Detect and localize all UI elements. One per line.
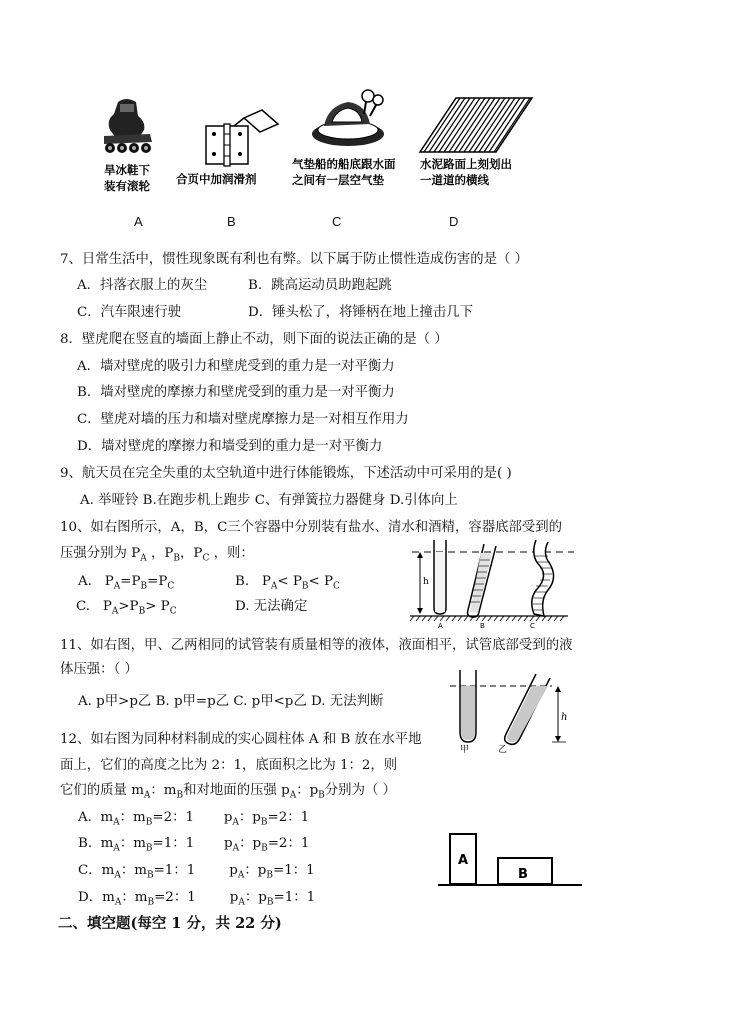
q12-c-m: 1：1 [164,863,196,878]
q12-b-sub3: A [232,843,240,854]
q10-c-s2: B [138,606,146,617]
q12-d-letter: D． [78,890,103,905]
q12-option-c: C．$m_A$：$m_B=1$：1 $p_A$：$p_B=1$：1 [78,863,315,881]
q12-d-p: 1：1 [284,890,316,905]
ground-hatch-line [554,616,558,621]
caption-a [104,162,150,194]
ground-hatch-line [512,616,516,621]
q7-option-c: C．汽车限速行驶 [77,305,181,320]
q9-stem: 9、航天员在完全失重的太空轨道中进行体能锻炼，下述活动中可采用的是( ) [60,466,512,481]
ground-hatch-line [548,616,552,621]
q10-stem-line2: 压强分别为 $P_A$ ，$P_B$，$P_C$ ，则： [60,546,254,564]
q9-options: A. 举哑铃 B.在跑步机上跑步 C、有弹簧拉力器健身 D.引体向上 [80,493,458,508]
q12-d-m: 2：1 [165,890,196,905]
figure-letter-d: D [449,214,459,229]
ground-hatch-line [506,616,510,621]
q12-d-sub4: B [266,897,274,908]
q12-a-sub4: B [260,817,268,828]
q10-stem2-text: 压强分别为 P [60,546,141,561]
caption-c [292,156,396,188]
caption-d-line1: 水泥路面上刻划出 [420,157,512,171]
section-2-heading: 二、填空题(每空 1 分，共 22 分) [58,915,282,932]
q12-d-sub1: A [114,897,122,908]
figure-letter-a: A [134,214,143,229]
caption-a-line2: 装有滚轮 [104,179,150,193]
q11-test-tubes-figure [448,668,578,754]
q7-option-b: B．跳高运动员助跑起跳 [248,278,392,293]
q10-b-p2: < P [277,574,302,589]
q10-c-p2: >P [118,599,139,614]
hinge-oil-figure [200,108,282,168]
q8-option-a: A．墙对壁虎的吸引力和壁虎受到的重力是一对平衡力 [77,359,395,374]
q12-option-b: B. $m_A$：$m_B=1$：1 $p_A$：$p_B=2$：1 [78,836,310,854]
ground-hatch-line [464,616,468,621]
q10-b-s3: C [333,581,340,592]
q12-b-m: 1：1 [163,836,195,851]
q12-stem3a: 它们的质量 m [60,783,144,798]
figure-letter-b: B [227,214,236,229]
q10-c-s1: A [111,606,119,617]
ground-hatch-line [560,616,564,621]
q12-c-sub1: A [114,870,121,881]
q10-fig-label-c: C [530,622,535,630]
caption-c-line2: 之间有一层空气垫 [292,173,384,187]
q12-stem-line3 [60,781,396,806]
q10-option-c [76,597,177,622]
q12-a-letter: A. [78,810,92,825]
q12-sub4: B [318,790,325,801]
ground-hatch-line [530,616,534,621]
q12-stem3b: ：m [150,783,177,798]
q10-c-letter: C. [76,599,91,614]
q12-c-sub4: B [266,870,273,881]
q11-fig-label-yi: 乙 [498,745,508,754]
q12-stem3d: ：p [296,783,319,798]
q11-stem-line1: 11、如右图，甲、乙两相同的试管装有质量相等的液体，液面相平，试管底部受到的液 [60,638,573,653]
ground-hatch-line [482,616,486,621]
q10-b-p3: < P [308,574,334,589]
ground-hatch-line [452,616,456,621]
caption-a-line1: 旱冰鞋下 [104,163,150,177]
q10-a-p1: P [104,574,114,589]
hovercraft-figure [308,86,388,152]
q10-a-letter: A. [78,574,92,589]
q10-sub-a: A [140,553,147,564]
q8-option-b: B．墙对壁虎的摩擦力和壁虎受到的重力是一对平衡力 [77,385,395,400]
ground-hatch-line [410,616,414,621]
q10-b-s1: A [270,581,278,592]
grooved-road-figure [416,96,534,154]
ground-hatch-line [488,616,492,621]
q12-c-sub3: A [237,870,245,881]
figure-letter-c: C [332,214,342,229]
q7-stem: 7、日常生活中，惯性现象既有利也有弊。以下属于防止惯性造成伤害的是（ ） [60,252,529,267]
q12-a-sub2: B [145,817,153,828]
q12-cylinders-figure [436,830,584,890]
q10-b-letter: B. [235,574,250,589]
q12-stem-line1: 12、如右图为同种材料制成的实心圆柱体 A 和 B 放在水平地 [60,732,422,747]
q10-fig-label-h: h [423,577,429,587]
q10-c-p3: > P [145,599,170,614]
q12-fig-label-a: A [458,853,469,868]
q10-sub-b: B [173,553,181,564]
q12-option-a: A. $m_A$：$m_B=2$：1 $p_A$：$p_B=2$：1 [78,810,310,828]
roller-skate-figure [96,96,158,162]
q10-option-a [78,572,174,597]
q8-stem: 8．壁虎爬在竖直的墙面上静止不动，则下面的说法正确的是（ ） [60,332,448,347]
q11-fig-label-h: h [561,712,568,723]
q10-a-s2: B [140,581,148,592]
q10-stem-line1: 10、如右图所示，A，B，C三个容器中分别装有盐水、清水和酒精，容器底部受到的 [60,520,563,535]
q10-a-s3: C [167,581,175,592]
q12-d-sub3: A [238,897,245,908]
ground-hatch-line [536,616,540,621]
q12-fig-label-b: B [518,867,528,882]
q12-c-p: 1：1 [284,863,315,878]
q12-b-letter: B. [78,836,93,851]
ground-hatch-line [524,616,528,621]
q7-option-a: A．抖落衣服上的灰尘 [77,278,208,293]
q10-a-p2: =P [120,574,141,589]
q10-fig-label-a: A [438,622,443,630]
caption-b-line1: 合页中加润滑剂 [176,172,257,186]
q10-fig-label-b: B [480,622,485,630]
caption-b [176,171,257,187]
q11-stem-line2: 体压强：（ ） [60,662,138,677]
q12-a-m: 2：1 [163,810,195,825]
q12-b-sub1: A [113,843,120,854]
q7-option-d: D．锤头松了，将锤柄在地上撞击几下 [248,305,473,320]
caption-d [420,156,512,188]
q8-option-c: C．壁虎对墙的压力和墙对壁虎摩擦力是一对相互作用力 [77,412,409,427]
q12-a-sub1: A [113,817,120,828]
caption-c-line1: 气垫船的船底跟水面 [292,157,396,171]
q12-sub2: B [176,790,184,801]
ground-hatch-line [422,616,426,621]
q12-c-sub2: B [146,870,154,881]
ground-hatch-line [446,616,450,621]
q8-option-d: D．墙对壁虎的摩擦力和墙受到的重力是一对平衡力 [77,439,383,454]
q12-stem-line2: 面上，它们的高度之比为 2：1，底面积之比为 1：2，则 [60,758,398,773]
q10-sub-c: C [202,553,210,564]
ground-hatch-line [440,616,444,621]
q10-b-s2: B [301,581,309,592]
q10-option-d: D. 无法确定 [235,599,308,614]
q11-options: A. p甲>p乙 B. p甲=p乙 C. p甲<p乙 D. 无法判断 [78,694,384,709]
q12-sub1: A [143,790,151,801]
q12-option-d: D．$m_A$：$m_B=2$：1 $p_A$：$p_B=1$：1 [78,890,316,908]
ground-hatch-line [500,616,504,621]
ground-hatch-line [434,616,438,621]
q10-a-s1: A [113,581,121,592]
q10-c-s3: C [169,606,177,617]
q12-a-p: 2：1 [278,810,310,825]
q10-c-p1: P [102,599,112,614]
q11-fig-label-jia: 甲 [460,745,470,754]
q10-b-p1: P [261,574,271,589]
q12-sub3: A [289,790,297,801]
q12-stem3e: 分别为（ ） [324,783,397,798]
q12-a-sub3: A [232,817,239,828]
q12-stem3c: 和对地面的压强 p [183,783,290,798]
ground-hatch-line [458,616,462,621]
q12-d-sub2: B [147,897,155,908]
q10-a-p3: =P [147,574,168,589]
q12-b-p: 2：1 [278,836,310,851]
q12-c-letter: C． [78,863,102,878]
q12-b-sub4: B [261,843,268,854]
caption-d-line2: 一道道的横线 [420,173,489,187]
ground-hatch-line [416,616,420,621]
q10-containers-figure [408,536,576,632]
q10-option-b [235,572,340,597]
ground-hatch-line [428,616,432,621]
ground-hatch-line [518,616,522,621]
q12-b-sub2: B [145,843,153,854]
ground-hatch-line [494,616,498,621]
